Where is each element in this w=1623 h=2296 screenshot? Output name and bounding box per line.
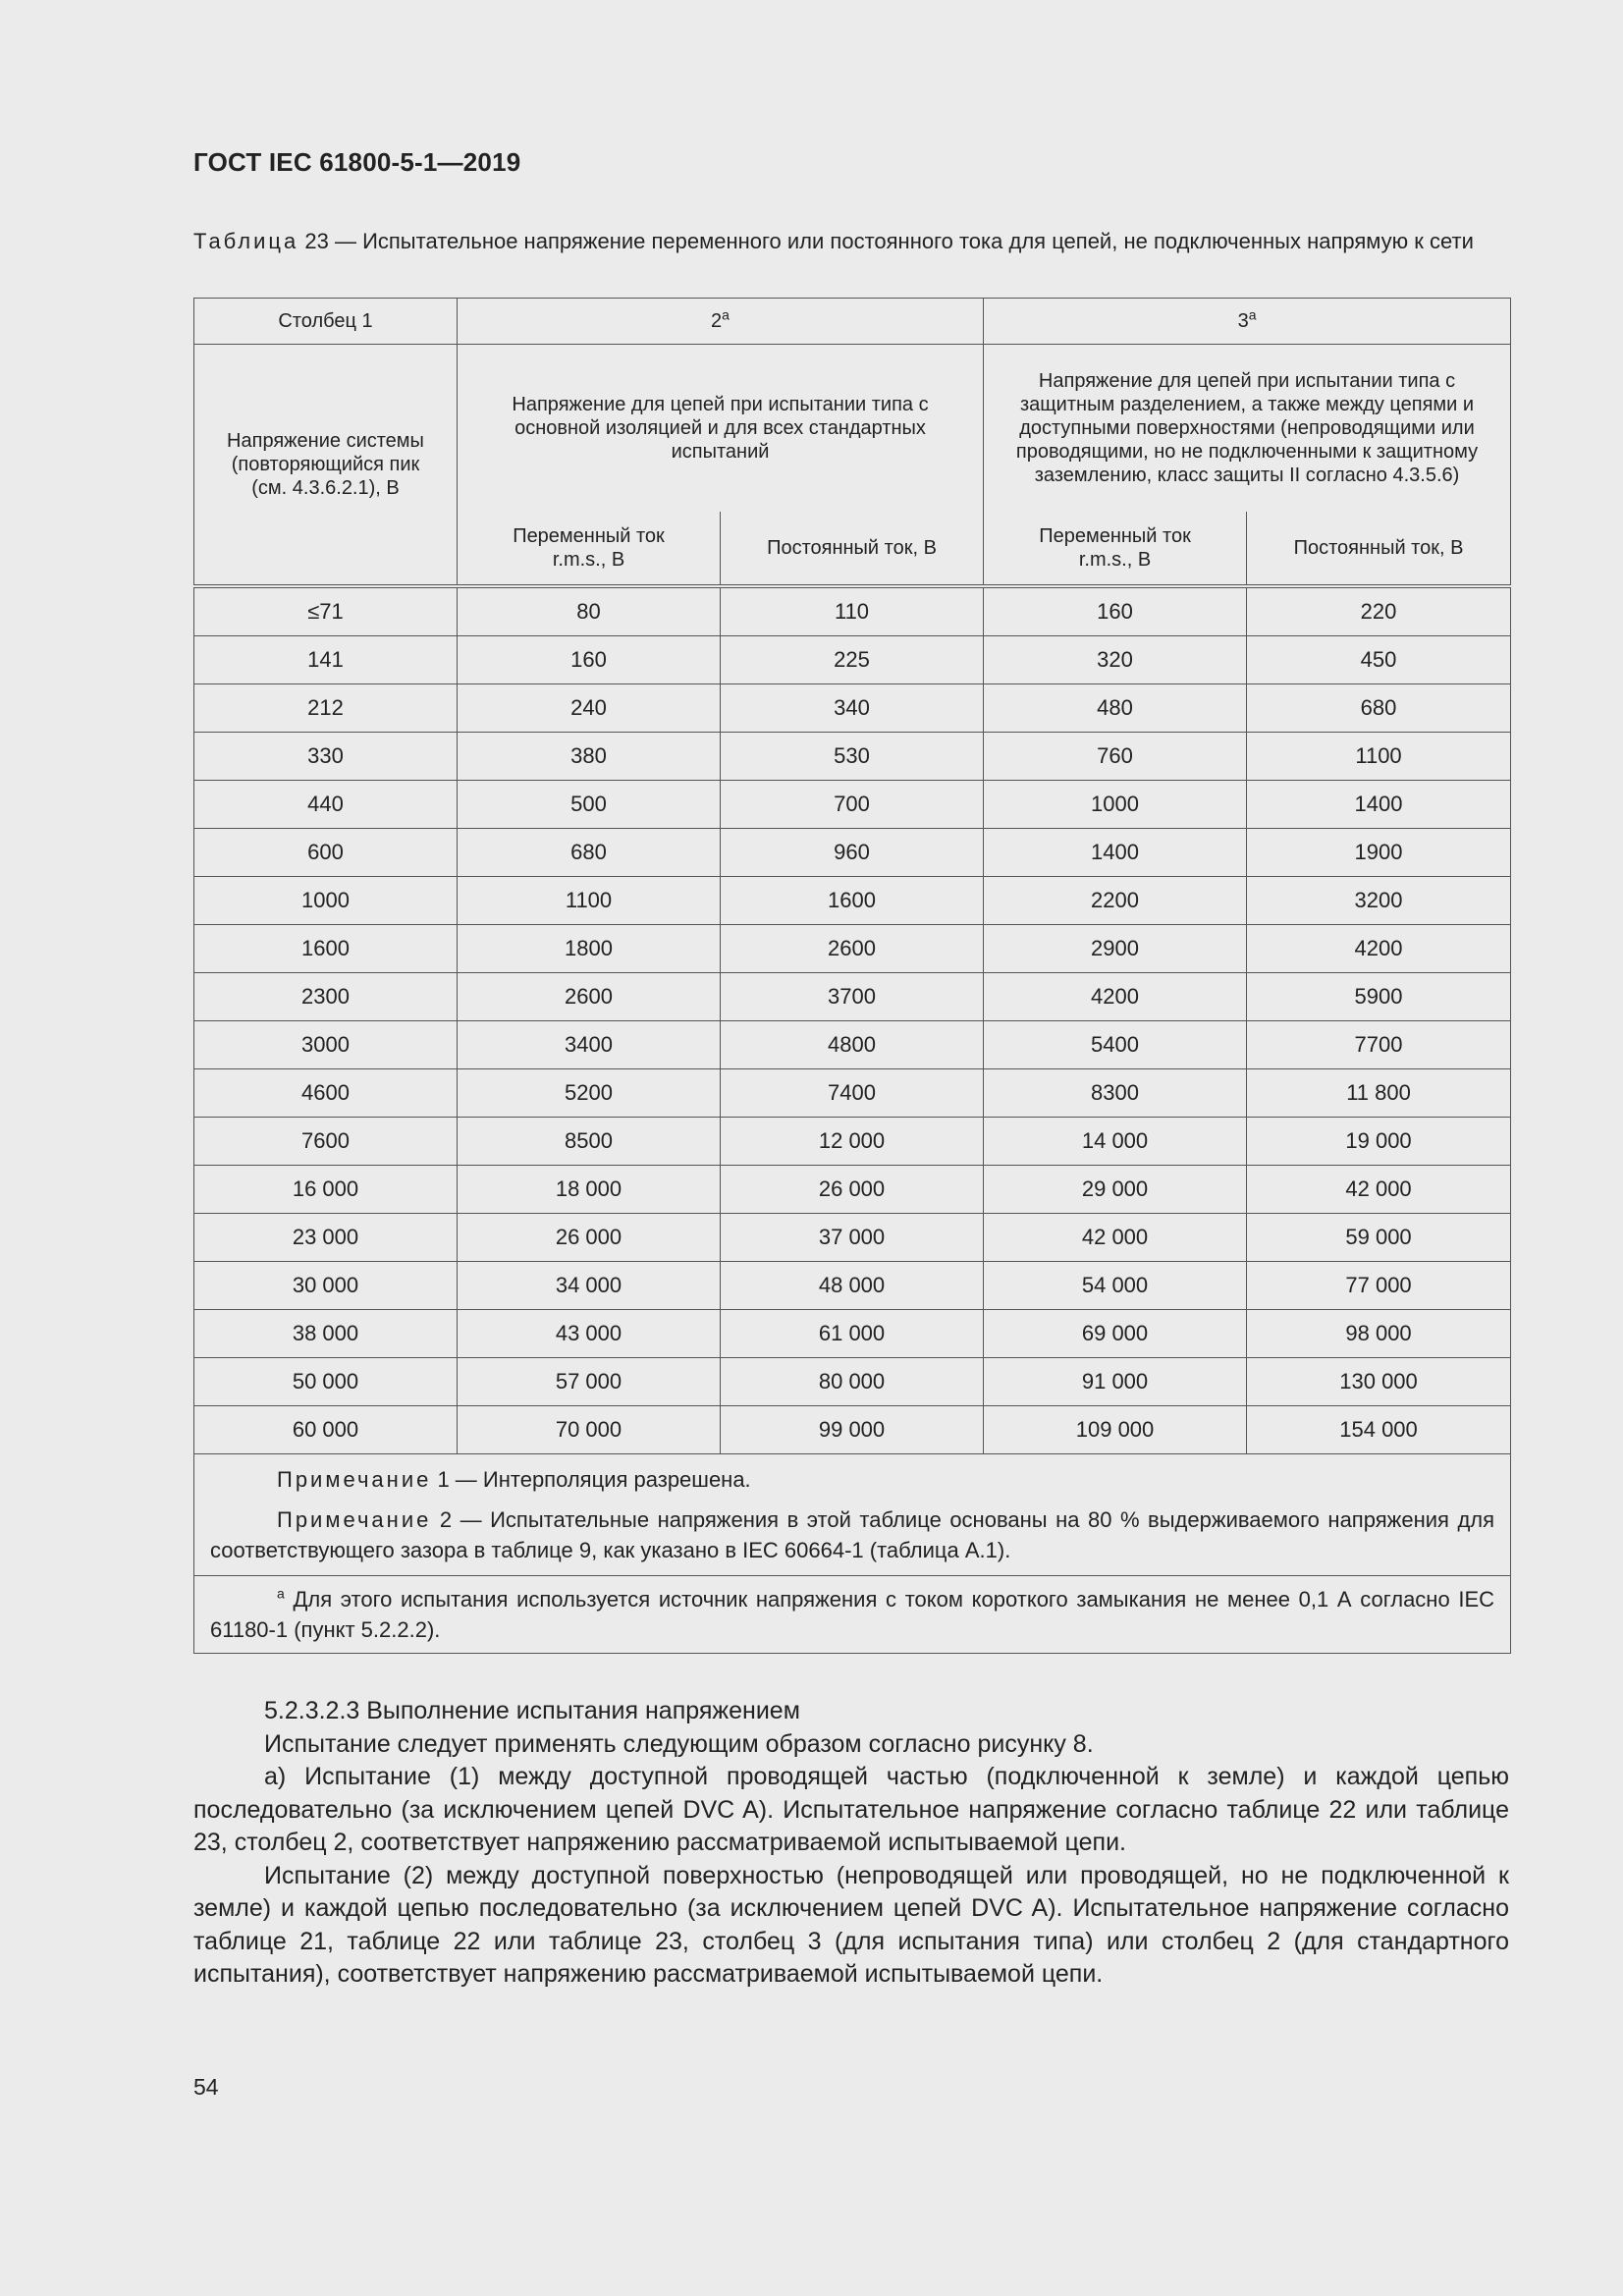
table-notes-row xyxy=(194,1454,1511,1576)
table-cell: 38 000 xyxy=(194,1310,458,1358)
table-cell: 77 000 xyxy=(1247,1262,1511,1310)
paragraph-3: Испытание (2) между доступной поверхностью (непроводящей или проводящей, но не подключенной к земле) и каждой цепью последовательно (за исключением цепей DVC A). Испытательное напряжение согласно таблице 21, таблице 22 или таблице 23, столбец 3 (для испытания типа) или столбец 2 (для стандартного испытания), соответствует напряжению рассматриваемой испытываемой цепи. xyxy=(193,1861,1509,1988)
table-cell: 480 xyxy=(984,684,1247,733)
table-cell: 4200 xyxy=(1247,925,1511,973)
table-cell: 26 000 xyxy=(721,1166,984,1214)
table-cell: 110 xyxy=(721,586,984,636)
section-heading: 5.2.3.2.3 Выполнение испытания напряжением xyxy=(264,1697,800,1724)
col1-description: Напряжение системы (повторяющийся пик (см. 4.3.6.2.1), В xyxy=(194,345,458,587)
table-notes xyxy=(194,1454,1511,1576)
table-cell: 1900 xyxy=(1247,829,1511,877)
table-cell: 34 000 xyxy=(458,1262,721,1310)
table-cell: 380 xyxy=(458,733,721,781)
table-cell: 91 000 xyxy=(984,1358,1247,1406)
table-cell: 320 xyxy=(984,636,1247,684)
table-cell: 130 000 xyxy=(1247,1358,1511,1406)
table-footnote: $^a$ Для этого испытания используется источник напряжения с током короткого замыкания не менее 0,1 А согласно IEC 61180-1 (пункт 5.2.2.2). xyxy=(194,1576,1511,1654)
table-cell: 98 000 xyxy=(1247,1310,1511,1358)
table-cell: 2900 xyxy=(984,925,1247,973)
table-cell: 30 000 xyxy=(194,1262,458,1310)
table-cell: 450 xyxy=(1247,636,1511,684)
table-cell: 2600 xyxy=(458,973,721,1021)
note-2: Примечание 2 — Испытательные напряжения в этой таблице основаны на 80 % выдерживаемого напряжения для соответствующего зазора в таблице 9, как указано в IEC 60664-1 (таблица А.1). xyxy=(210,1507,1495,1562)
col3-dc-header: Постоянный ток, В xyxy=(1247,512,1511,586)
table-row xyxy=(194,781,1511,829)
table-cell: 5900 xyxy=(1247,973,1511,1021)
col2-description: Напряжение для цепей при испытании типа с основной изоляцией и для всех стандартных испытаний xyxy=(458,345,984,513)
table-cell: 340 xyxy=(721,684,984,733)
table-row xyxy=(194,1406,1511,1454)
table-cell: 2200 xyxy=(984,877,1247,925)
page-number: 54 xyxy=(193,2074,219,2100)
table-cell: 69 000 xyxy=(984,1310,1247,1358)
footnote-mark: a xyxy=(1248,306,1257,323)
table-cell: 59 000 xyxy=(1247,1214,1511,1262)
table-cell: 57 000 xyxy=(458,1358,721,1406)
table-cell: 1400 xyxy=(984,829,1247,877)
table-cell: 5400 xyxy=(984,1021,1247,1069)
table-row xyxy=(194,1021,1511,1069)
table-cell: 1000 xyxy=(984,781,1247,829)
table-cell: 500 xyxy=(458,781,721,829)
table-cell: 70 000 xyxy=(458,1406,721,1454)
table-cell: 19 000 xyxy=(1247,1118,1511,1166)
table-cell: 7700 xyxy=(1247,1021,1511,1069)
table-cell: 80 xyxy=(458,586,721,636)
table-cell: 160 xyxy=(984,586,1247,636)
table-cell: 330 xyxy=(194,733,458,781)
col3-description: Напряжение для цепей при испытании типа с защитным разделением, а также между цепями и доступными поверхностями (непроводящими или проводящими, но не подключенными к защитному заземлению, класс защиты II согласно 4.3.5.6) xyxy=(984,345,1511,513)
table-cell: 530 xyxy=(721,733,984,781)
table-cell: 680 xyxy=(458,829,721,877)
table-cell: 240 xyxy=(458,684,721,733)
table-cell: 7600 xyxy=(194,1118,458,1166)
table-row xyxy=(194,1262,1511,1310)
col2-ac-header: Переменный ток r.m.s., В xyxy=(458,512,721,586)
caption-text: 23 — Испытательное напряжение переменного или постоянного тока для цепей, не подключенных напрямую к сети xyxy=(298,229,1474,253)
table-cell: 212 xyxy=(194,684,458,733)
table-cell: 1800 xyxy=(458,925,721,973)
body-text xyxy=(193,1695,1509,1992)
caption-label: Таблица xyxy=(193,229,299,253)
table-cell: 3200 xyxy=(1247,877,1511,925)
footnote-mark: a xyxy=(722,306,730,323)
table-cell: 61 000 xyxy=(721,1310,984,1358)
col1-header: Столбец 1 xyxy=(194,299,458,345)
table-cell: 7400 xyxy=(721,1069,984,1118)
table-cell: 50 000 xyxy=(194,1358,458,1406)
table-cell: ≤71 xyxy=(194,586,458,636)
table-cell: 225 xyxy=(721,636,984,684)
table-cell: 37 000 xyxy=(721,1214,984,1262)
table-cell: 23 000 xyxy=(194,1214,458,1262)
table-row xyxy=(194,636,1511,684)
table-cell: 2600 xyxy=(721,925,984,973)
table-cell: 3400 xyxy=(458,1021,721,1069)
table-row xyxy=(194,1166,1511,1214)
table-row xyxy=(194,684,1511,733)
table-footnote-row xyxy=(194,1576,1511,1654)
paragraph-1: Испытание следует применять следующим образом согласно рисунку 8. xyxy=(264,1729,1094,1758)
paragraph-2: а) Испытание (1) между доступной проводящей частью (подключенной к земле) и каждой цепью последовательно (за исключением цепей DVC A). Испытательное напряжение согласно таблице 22 или таблице 23, столбец 2, соответствует напряжению рассматриваемой испытываемой цепи. xyxy=(193,1763,1509,1856)
table-cell: 43 000 xyxy=(458,1310,721,1358)
table-row xyxy=(194,1358,1511,1406)
table-desc-row xyxy=(194,345,1511,513)
table-cell: 60 000 xyxy=(194,1406,458,1454)
table-cell: 220 xyxy=(1247,586,1511,636)
table-cell: 14 000 xyxy=(984,1118,1247,1166)
col3-header: 3$^a$ xyxy=(984,299,1511,345)
table-cell: 141 xyxy=(194,636,458,684)
table-cell: 80 000 xyxy=(721,1358,984,1406)
table-row xyxy=(194,1310,1511,1358)
table-cell: 4600 xyxy=(194,1069,458,1118)
table-cell: 1600 xyxy=(194,925,458,973)
table-row xyxy=(194,925,1511,973)
table-row xyxy=(194,1069,1511,1118)
note-1: Примечание 1 — Интерполяция разрешена. xyxy=(277,1467,751,1492)
table-cell: 600 xyxy=(194,829,458,877)
table-cell: 154 000 xyxy=(1247,1406,1511,1454)
col2-dc-header: Постоянный ток, В xyxy=(721,512,984,586)
table-cell: 99 000 xyxy=(721,1406,984,1454)
table-cell: 3700 xyxy=(721,973,984,1021)
table-cell: 4200 xyxy=(984,973,1247,1021)
table-cell: 1000 xyxy=(194,877,458,925)
table-cell: 42 000 xyxy=(1247,1166,1511,1214)
table-cell: 5200 xyxy=(458,1069,721,1118)
table-cell: 3000 xyxy=(194,1021,458,1069)
voltage-table xyxy=(193,298,1511,1654)
table-caption xyxy=(193,226,1509,256)
table-cell: 960 xyxy=(721,829,984,877)
table-row xyxy=(194,1118,1511,1166)
table-row xyxy=(194,973,1511,1021)
table-cell: 26 000 xyxy=(458,1214,721,1262)
table-cell: 11 800 xyxy=(1247,1069,1511,1118)
table-cell: 8300 xyxy=(984,1069,1247,1118)
table-cell: 1600 xyxy=(721,877,984,925)
col2-header: 2$^a$ xyxy=(458,299,984,345)
table-cell: 16 000 xyxy=(194,1166,458,1214)
table-cell: 1400 xyxy=(1247,781,1511,829)
table-cell: 700 xyxy=(721,781,984,829)
table-header-row xyxy=(194,299,1511,345)
table-cell: 160 xyxy=(458,636,721,684)
table-cell: 440 xyxy=(194,781,458,829)
document-id: ГОСТ IEC 61800-5-1—2019 xyxy=(193,147,521,177)
col3-ac-header: Переменный ток r.m.s., В xyxy=(984,512,1247,586)
table-cell: 1100 xyxy=(1247,733,1511,781)
table-cell: 12 000 xyxy=(721,1118,984,1166)
table-cell: 2300 xyxy=(194,973,458,1021)
table-cell: 680 xyxy=(1247,684,1511,733)
table-row xyxy=(194,1214,1511,1262)
table-cell: 760 xyxy=(984,733,1247,781)
table-cell: 29 000 xyxy=(984,1166,1247,1214)
table-cell: 1100 xyxy=(458,877,721,925)
table-row xyxy=(194,829,1511,877)
table-row xyxy=(194,877,1511,925)
table-cell: 48 000 xyxy=(721,1262,984,1310)
table-cell: 8500 xyxy=(458,1118,721,1166)
table-cell: 42 000 xyxy=(984,1214,1247,1262)
table-cell: 4800 xyxy=(721,1021,984,1069)
table-cell: 109 000 xyxy=(984,1406,1247,1454)
table-cell: 54 000 xyxy=(984,1262,1247,1310)
table-row xyxy=(194,733,1511,781)
table-row xyxy=(194,586,1511,636)
table-cell: 18 000 xyxy=(458,1166,721,1214)
